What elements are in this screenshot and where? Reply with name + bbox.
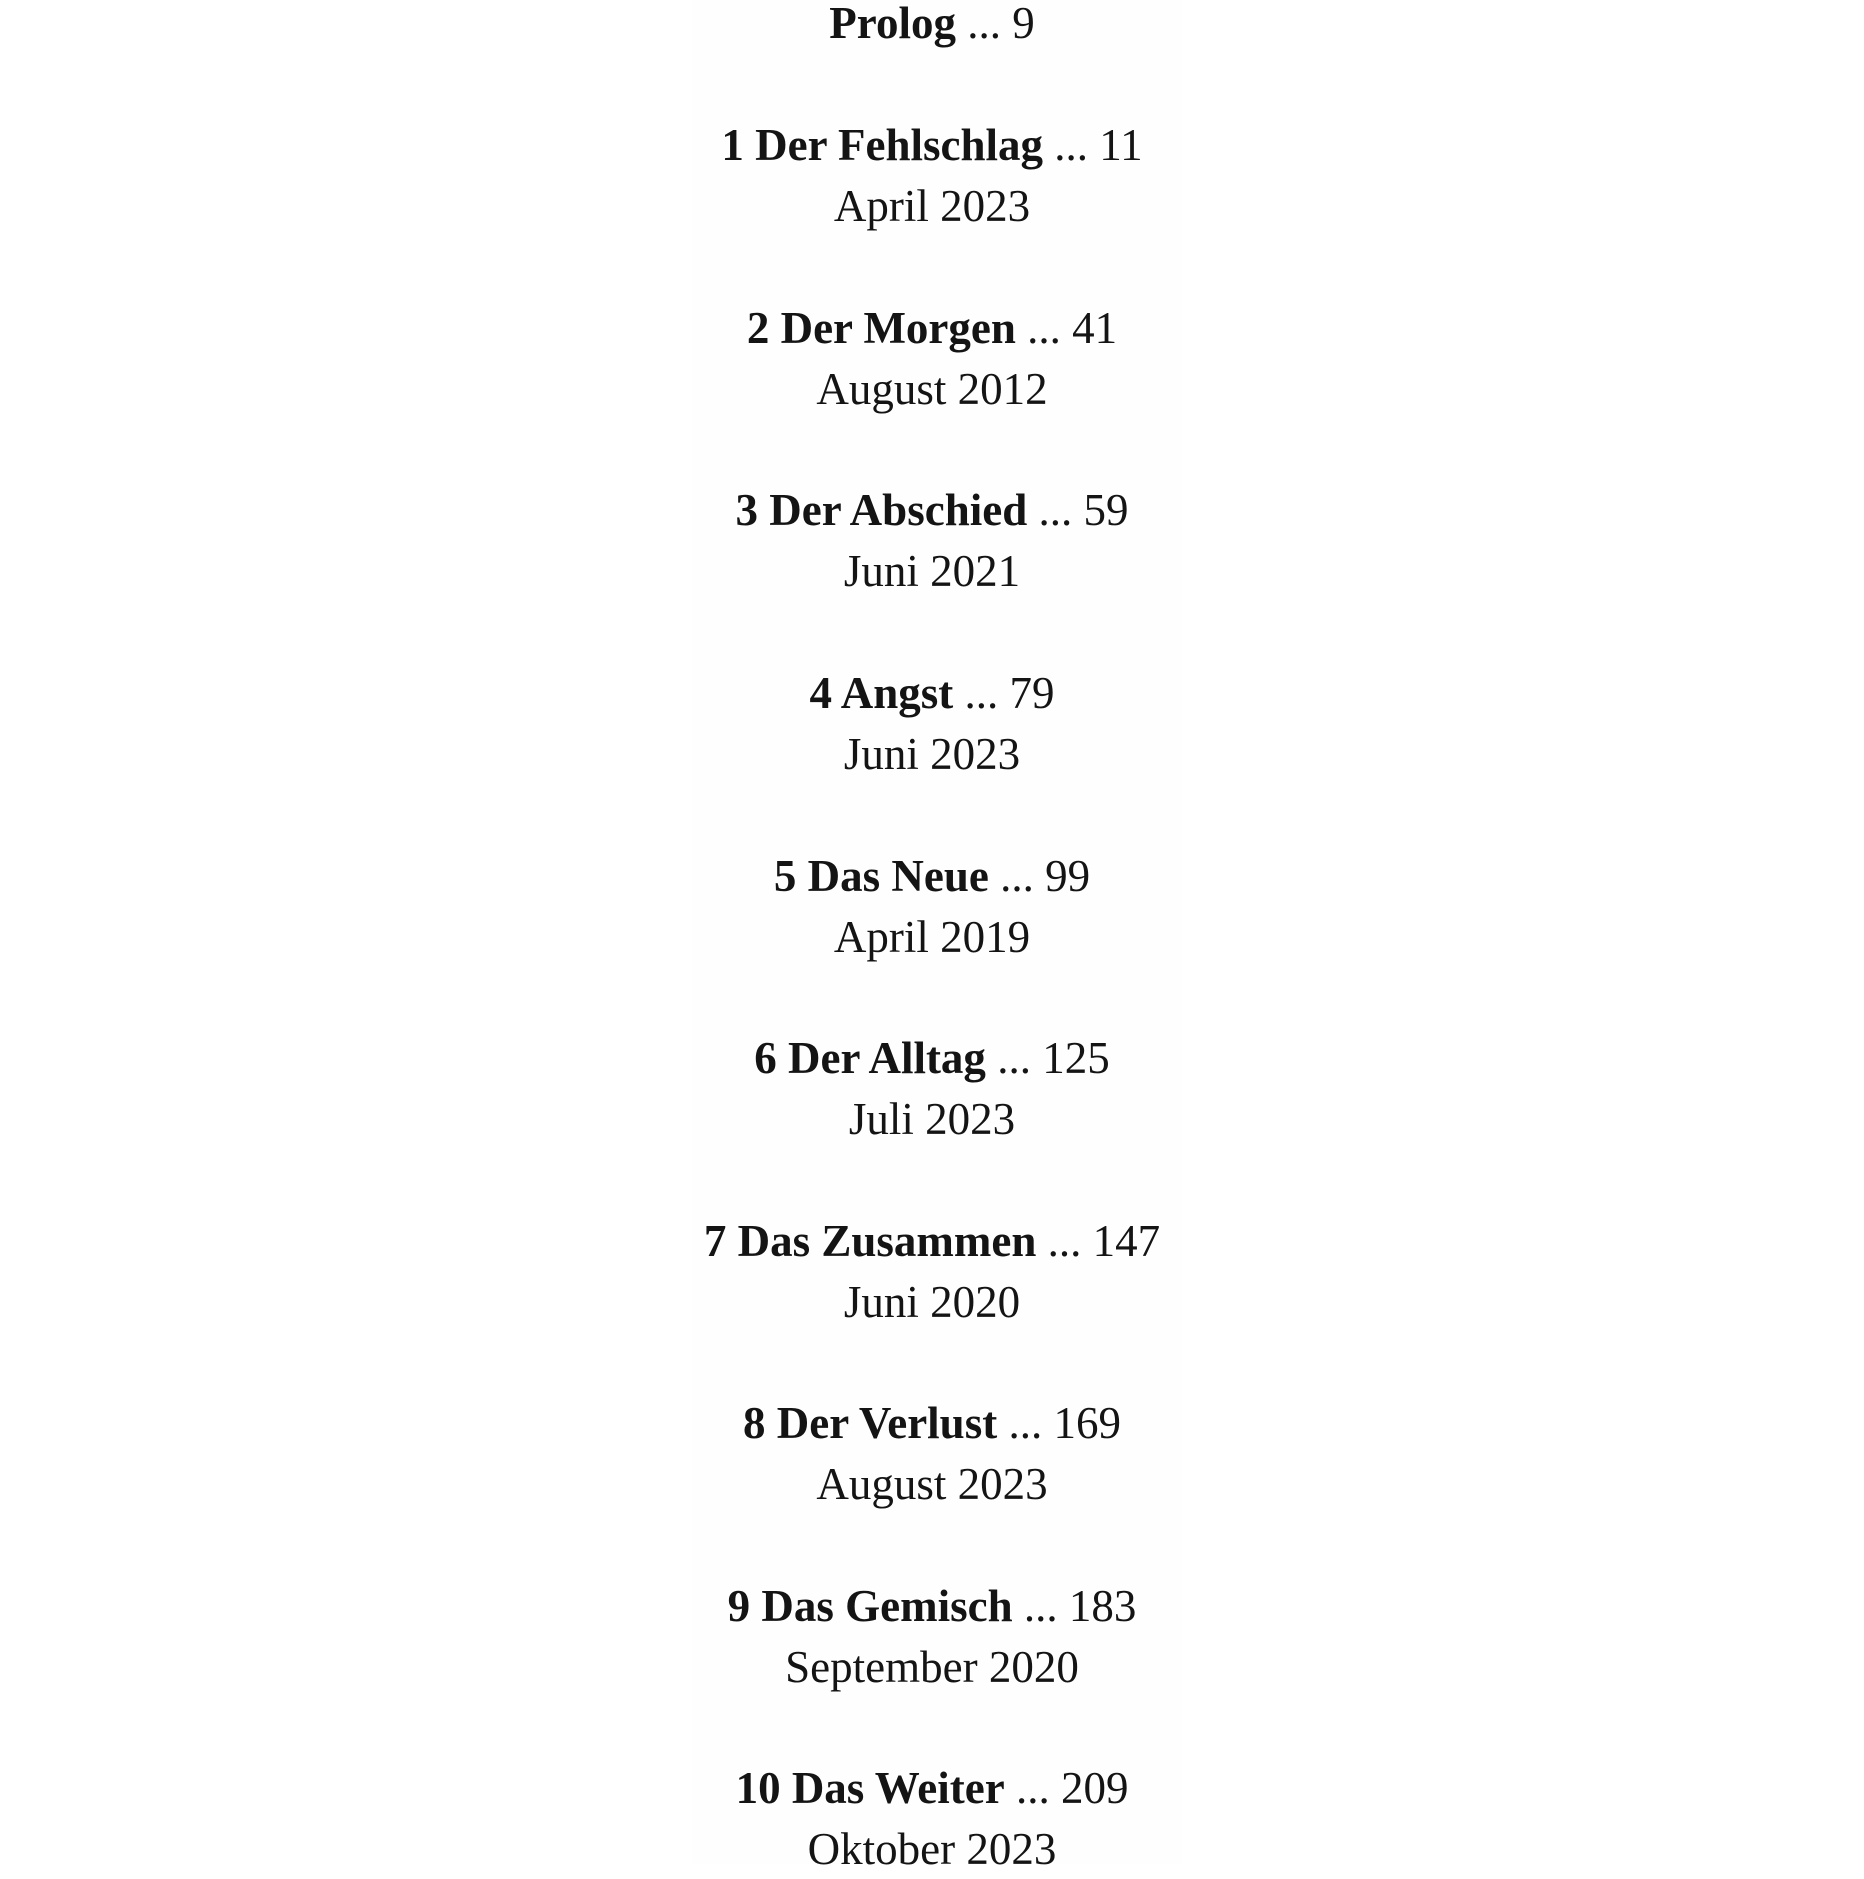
toc-title-line — [0, 480, 1864, 540]
chapter-title: 1 Der Fehlschlag — [721, 120, 1044, 170]
chapter-date: April 2019 — [833, 912, 1031, 962]
chapter-title: 5 Das Neue — [773, 851, 989, 901]
toc-entry-8 — [0, 1393, 1864, 1514]
toc-entry-7 — [0, 1211, 1864, 1332]
toc-title-line — [0, 115, 1864, 175]
chapter-title: 8 Der Verlust — [743, 1398, 998, 1448]
toc-entry-5 — [0, 846, 1864, 967]
toc-entry-4 — [0, 663, 1864, 784]
chapter-date: April 2023 — [833, 181, 1031, 231]
leader-dots: ... — [1038, 485, 1073, 535]
leader-dots: ... — [1047, 1216, 1082, 1266]
chapter-title: 9 Das Gemisch — [727, 1581, 1013, 1631]
toc-entry-6 — [0, 1028, 1864, 1149]
toc-title-line — [0, 846, 1864, 906]
page-number: 183 — [1068, 1581, 1137, 1631]
chapter-date: Juni 2020 — [843, 1277, 1021, 1327]
toc-title-line — [0, 1758, 1864, 1818]
page-number: 41 — [1072, 303, 1118, 353]
toc-title-line — [0, 1028, 1864, 1088]
chapter-date: Juni 2021 — [843, 546, 1021, 596]
chapter-title: 6 Der Alltag — [754, 1033, 986, 1083]
leader-dots: ... — [1008, 1398, 1043, 1448]
toc-entry-9 — [0, 1576, 1864, 1697]
page-number: 209 — [1060, 1763, 1129, 1813]
leader-dots: ... — [967, 0, 1001, 48]
page-number: 99 — [1045, 851, 1091, 901]
chapter-title: 10 Das Weiter — [735, 1763, 1005, 1813]
page-number: 79 — [1009, 668, 1055, 718]
chapter-date: Juni 2023 — [843, 729, 1021, 779]
toc-title-line — [0, 298, 1864, 358]
toc-entry-10 — [0, 1758, 1864, 1879]
chapter-title: 4 Angst — [809, 668, 954, 718]
chapter-title: Prolog — [829, 0, 956, 48]
page-number: 9 — [1012, 0, 1035, 48]
toc-entry-1 — [0, 115, 1864, 236]
chapter-date: September 2020 — [785, 1642, 1079, 1692]
leader-dots: ... — [1027, 303, 1061, 353]
page-number: 11 — [1099, 120, 1143, 170]
page-number: 125 — [1042, 1033, 1110, 1083]
toc-entry-prolog — [0, 0, 1864, 53]
toc-title-line — [0, 1576, 1864, 1636]
toc-title-line — [0, 1211, 1864, 1271]
toc-title-line — [0, 1393, 1864, 1453]
page-number: 59 — [1083, 485, 1129, 535]
chapter-date: August 2012 — [816, 364, 1048, 414]
page-number: 147 — [1092, 1216, 1161, 1266]
chapter-title: 3 Der Abschied — [735, 485, 1028, 535]
toc-title-line — [0, 663, 1864, 723]
leader-dots: ... — [997, 1033, 1031, 1083]
leader-dots: ... — [1054, 120, 1089, 170]
chapter-title: 2 Der Morgen — [746, 303, 1016, 353]
leader-dots: ... — [1015, 1763, 1050, 1813]
toc-entry-3 — [0, 480, 1864, 601]
chapter-date: Oktober 2023 — [807, 1824, 1057, 1874]
page-number: 169 — [1053, 1398, 1121, 1448]
toc-entry-2 — [0, 298, 1864, 419]
leader-dots: ... — [964, 668, 999, 718]
chapter-date: Juli 2023 — [848, 1094, 1016, 1144]
chapter-title: 7 Das Zusammen — [703, 1216, 1037, 1266]
chapter-date: August 2023 — [816, 1459, 1048, 1509]
toc-title-line — [0, 0, 1864, 53]
leader-dots: ... — [1023, 1581, 1058, 1631]
leader-dots: ... — [1000, 851, 1034, 901]
